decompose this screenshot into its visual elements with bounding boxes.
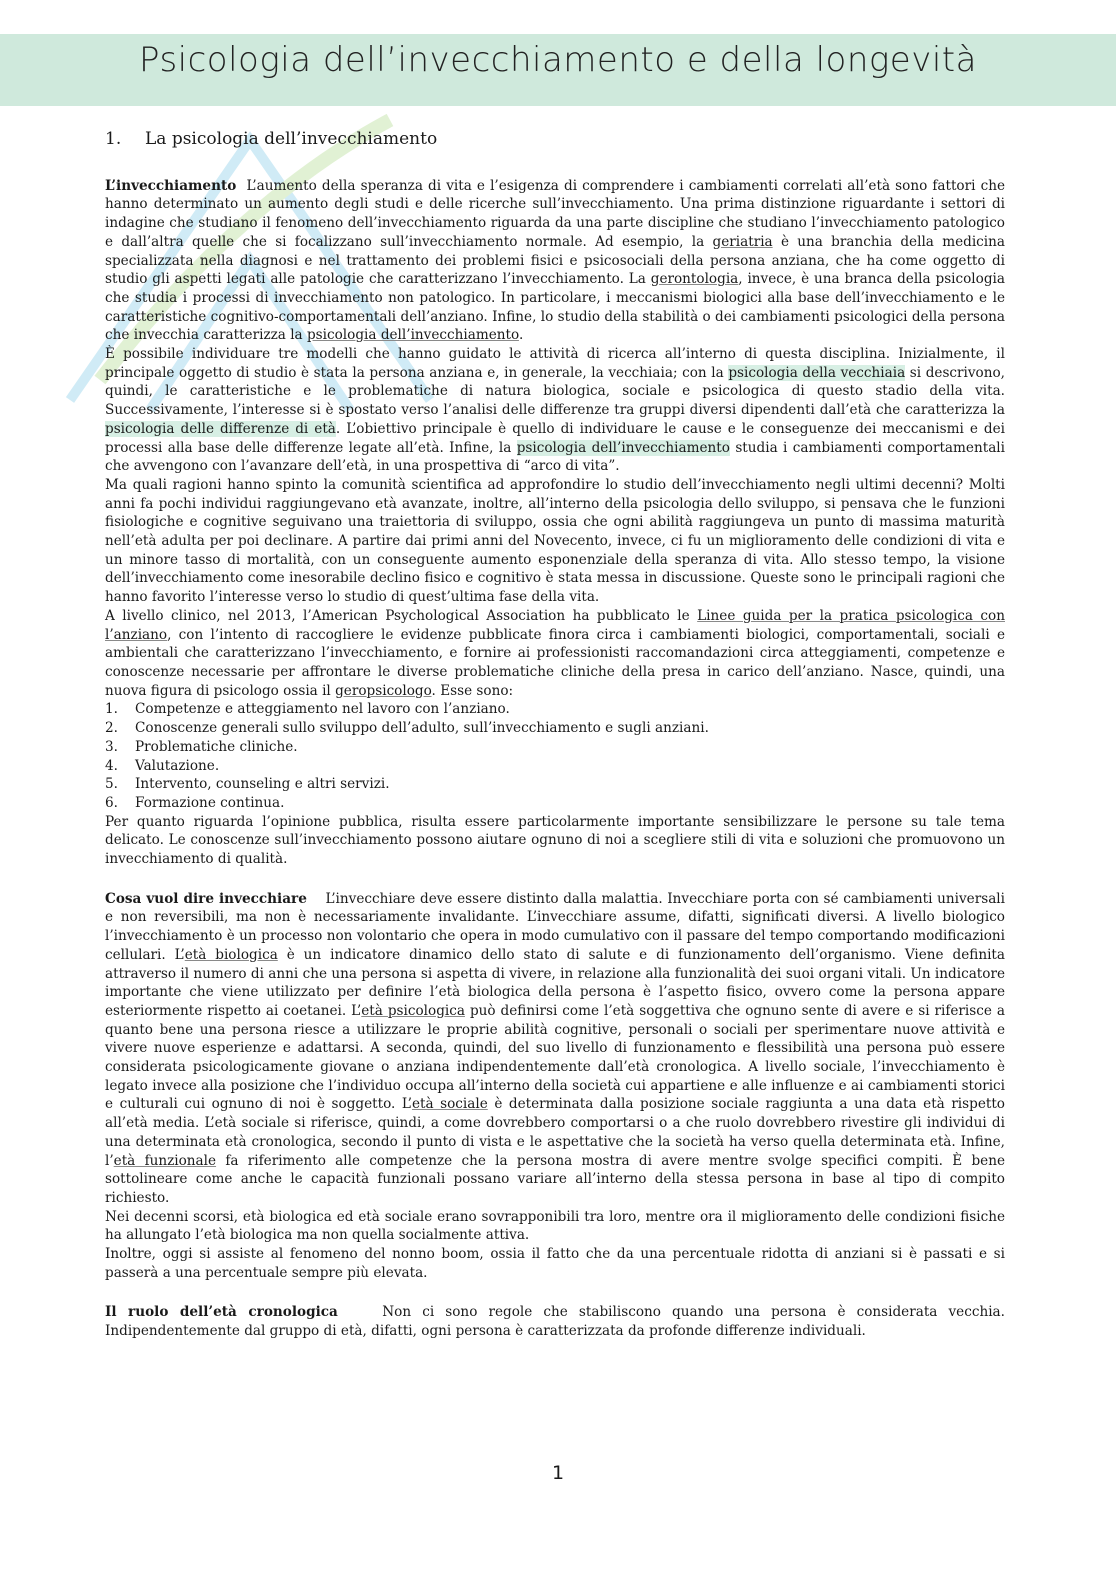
section-heading <box>105 130 1005 149</box>
text-segment: fa riferimento alle competenze che la persona mostra di avere mentre svolge specifici compiti. È bene sottolineare come anche le capacità funzionali possano variare all’interno della stessa persona in base al tipo di compito richiesto. <box>105 1152 1005 1206</box>
text-segment: è determinata dalla posizione sociale raggiunta a una data età rispetto all’età media. L’età sociale si riferisce, quindi, a come dovrebbero comportarsi o a che ruolo dovrebbero rivestire gli individui di una determinata età cronologica, secondo il punto di vista e le aspettative che la società ha verso quella determinata età. Infine, l’ <box>105 1096 1005 1169</box>
text-segment: A livello clinico, nel 2013, l’American Psychological Association ha pubblicato le <box>105 607 698 624</box>
list-item <box>105 700 1005 719</box>
paragraph-ragioni: Ma quali ragioni hanno spinto la comunità scientifica ad approfondire lo studio dell’invecchiamento negli ultimi decenni? Molti anni fa pochi individui raggiungevano età avanzate, inoltre, all’interno della psicologia dello sviluppo, si pensava che le funzioni fisiologiche e cognitive seguivano una traiettoria di sviluppo, ossia che ogni abilità raggiungeva un punto di massima maturità nell’età adulta per poi declinare. A partire dai primi anni del Novecento, invece, ci fu un miglioramento delle condizioni di vita e un minore tasso di mortalità, con un conseguente aumento esponenziale della speranza di vita. Allo stesso tempo, la visione dell’invecchiamento come inesorabile declino fisico e cognitivo è stata messa in discussione. Queste sono le principali ragioni che hanno favorito l’interesse verso lo studio di quest’ultima fase della vita. <box>105 476 1005 606</box>
page-number: 1 <box>551 1462 565 1484</box>
text-segment: Non ci sono regole che stabiliscono quando una persona è considerata vecchia. Indipendentemente dal gruppo di età, difatti, ogni persona è caratterizzata da profonde differenze individuali. <box>105 1304 1005 1340</box>
term-psicologia-invecchiamento-2: psicologia dell’invecchiamento <box>516 439 730 456</box>
paragraph-opinione: Per quanto riguarda l’opinione pubblica, risulta essere particolarmente importante sensibilizzare le persone su tale tema delicato. Le conoscenze sull’invecchiamento possono aiutare ognuno di noi a scegliere stili di vita e soluzioni che promuovono un invecchiamento di qualità. <box>105 813 1005 868</box>
list-text: Problematiche cliniche. <box>135 738 298 755</box>
lead-invecchiare: Cosa vuol dire invecchiare <box>105 890 307 907</box>
list-text: Formazione continua. <box>135 794 285 811</box>
paragraph-modelli <box>105 345 1005 476</box>
text-segment: . <box>518 327 524 344</box>
section-title: La psicologia dell’invecchiamento <box>145 129 438 149</box>
list-text: Conoscenze generali sullo sviluppo dell’adulto, sull’invecchiamento e sugli anziani. <box>135 720 709 737</box>
document-body <box>105 128 1005 1341</box>
text-segment: è un indicatore dinamico dello stato di salute e di funzionamento dell’organismo. Viene definita attraverso il numero di anni che una persona si aspetta di vivere, in relazione alla funzionalità dei suoi organi vitali. Un indicatore importante che viene utilizzato per definire l’età biologica della persona è l’aspetto fisico, ovvero come la persona appare esteriormente rispetto ai coetanei. L’ <box>105 946 1005 1019</box>
term-psicologia-invecchiamento: psicologia dell’invecchiamento <box>306 327 519 344</box>
text-segment: , invece, è una branca della psicologia che studia i processi di invecchiamento non patologico. In particolare, i meccanismi biologici alla base dell’invecchiamento e le caratteristiche cognitivo-comportamentali dell’anziano. Infine, lo studio della stabilità o dei cambiamenti psicologici della persona che invecchia caratterizza la <box>105 271 1005 344</box>
competenze-list <box>105 700 1005 812</box>
paragraph-eta-cronologica <box>105 1303 1005 1340</box>
term-eta-sociale: età sociale <box>411 1096 488 1113</box>
text-segment: L’invecchiare deve essere distinto dalla malattia. Invecchiare porta con sé cambiamenti universali e non reversibili, ma non è necessariamente invalidante. L’invecchiare assume, difatti, significati diversi. A livello biologico l’invecchiamento è un processo non volontario che opera in modo cumulativo con il passare del tempo comportando modificazioni cellulari. L’ <box>105 890 1005 963</box>
term-linee-guida: Linee guida per la pratica psicologica con l’anziano <box>105 607 1005 643</box>
paragraph-decenni: Nei decenni scorsi, età biologica ed età sociale erano sovrapponibili tra loro, mentre ora il miglioramento delle condizioni fisiche ha allungato l’età biologica ma non quella socialmente attiva. <box>105 1208 1005 1244</box>
section-number: 1. <box>105 129 122 149</box>
list-number: 1. <box>105 701 118 718</box>
list-item <box>105 738 1005 757</box>
paragraph-nonno-boom: Inoltre, oggi si assiste al fenomeno del nonno boom, ossia il fatto che da una percentuale ridotta di anziani si è passati e si passerà a una percentuale sempre più elevata. <box>105 1246 1005 1281</box>
list-item <box>105 719 1005 738</box>
list-number: 3. <box>105 738 118 755</box>
text-segment: . L’obiettivo principale è quello di individuare le cause e le conseguenze dei meccanismi e dei processi alla base delle differenze legate all’età. Infine, la <box>105 420 1005 456</box>
text-segment: è una branchia della medicina specializzata nella diagnosi e nel trattamento dei problemi fisici e psicosociali della persona anziana, che ha come oggetto di studio gli aspetti legati alle patologie che caratterizzano l’invecchiamento. La <box>105 233 1005 288</box>
text-segment: studia i cambiamenti comportamentali che avvengono con l’avanzare dell’età, in una prospettiva di “arco di vita”. <box>105 439 1005 475</box>
term-psicologia-differenze: psicologia delle differenze di età <box>105 420 336 437</box>
paragraph-invecchiamento-1 <box>105 177 1005 345</box>
term-psicologia-vecchiaia: psicologia della vecchiaia <box>728 364 906 381</box>
list-number: 5. <box>105 776 118 793</box>
list-item <box>105 757 1005 776</box>
paragraph-invecchiare <box>105 890 1005 1208</box>
term-geriatria: geriatria <box>712 233 773 250</box>
list-number: 2. <box>105 720 118 737</box>
page-title: Psicologia dell’invecchiamento e della longevità <box>139 40 977 80</box>
term-eta-biologica: età biologica <box>184 946 278 963</box>
list-item <box>105 794 1005 813</box>
text-segment: si descrivono, quindi, le caratteristiche e le problematiche di natura biologica, sociale e psicologica di questo stadio della vita. Successivamente, l’interesse si è spostato verso l’analisi delle differenze tra gruppi diversi dipendenti dall’età che caratterizza la <box>105 364 1005 419</box>
list-number: 6. <box>105 794 118 811</box>
paragraph-linee-guida <box>105 607 1005 701</box>
term-gerontologia: gerontologia <box>650 271 739 288</box>
term-eta-psicologica: età psicologica <box>361 1002 465 1019</box>
term-eta-funzionale: età funzionale <box>113 1152 217 1169</box>
text-segment: . Esse sono: <box>431 682 514 699</box>
text-segment: può definirsi come l’età soggettiva che ognuno sente di avere e si riferisce a quanto bene una persona riesce a utilizzare le proprie abilità cognitive, personali o sociali per sperimentare nuove attività e vivere nuove esperienze e adattarsi. A seconda, quindi, del suo livello di funzionamento e flessibilità una persona può essere considerata psicologicamente giovane o anziana indipendentemente dall’età cronologica. A livello sociale, l’invecchiamento è legato invece alla posizione che l’individuo occupa all’interno della società cui appartiene e alle influenze e ai cambiamenti storici e culturali cui ognuno di noi è soggetto. L’ <box>105 1002 1005 1113</box>
list-text: Competenze e atteggiamento nel lavoro con l’anziano. <box>135 701 510 718</box>
list-number: 4. <box>105 757 118 774</box>
text-segment: L’aumento della speranza di vita e l’esigenza di comprendere i cambiamenti correlati all’età sono fattori che hanno determinato un aumento degli studi e delle ricerche sull’invecchiamento. Una prima distinzione riguardante i settori di indagine che studiano il fenomeno dell’invecchiamento riguarda da una parte discipline che studiano l’invecchiamento patologico e dall’altra quelle che si focalizzano sull’invecchiamento normale. Ad esempio, la <box>105 177 1005 250</box>
lead-eta-cronologica: Il ruolo dell’età cronologica <box>105 1304 338 1321</box>
list-text: Valutazione. <box>135 757 220 774</box>
term-geropsicologo: geropsicologo <box>335 682 432 699</box>
text-segment: È possibile individuare tre modelli che hanno guidato le attività di ricerca all’interno di questa disciplina. Inizialmente, il principale oggetto di studio è stata la persona anziana e, in generale, la vecchiaia; con la <box>105 346 1005 381</box>
lead-invecchiamento: L’invecchiamento <box>105 177 237 194</box>
list-item <box>105 775 1005 794</box>
text-segment: , con l’intento di raccogliere le evidenze pubblicate finora circa i cambiamenti biologici, comportamentali, sociali e ambientali che caratterizzano l’invecchiamento, e fornire ai professionisti raccomandazioni circa atteggiamenti, competenze e conoscenze necessarie per affrontare le diverse problematiche cliniche della presa in carico dell’anziano. Nasce, quindi, una nuova figura di psicologo ossia il <box>105 626 1005 699</box>
list-text: Intervento, counseling e altri servizi. <box>135 776 390 793</box>
